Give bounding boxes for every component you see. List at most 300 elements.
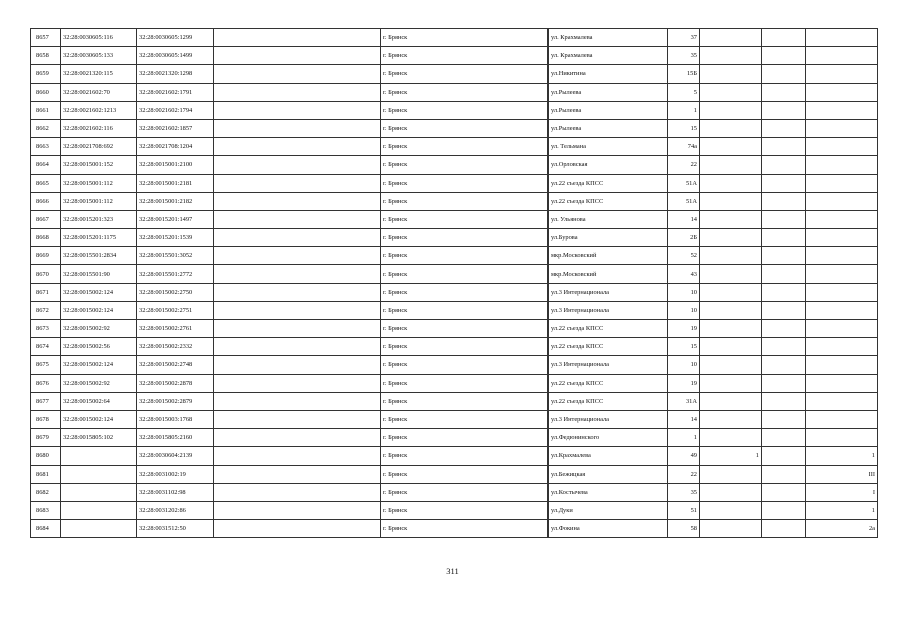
table-row (31, 465, 878, 483)
empty-cell (214, 465, 381, 483)
table-row (31, 101, 878, 119)
city-cell: г. Брянск (381, 410, 548, 428)
row-number: 8673 (31, 320, 61, 338)
table-row (31, 410, 878, 428)
cadastral-number-object: 32:28:0015002:2332 (137, 338, 214, 356)
city-cell: г. Брянск (381, 320, 548, 338)
house-number-cell: 51А (668, 174, 700, 192)
street-cell: ул.22 съезда КПСС (549, 392, 668, 410)
house-number-cell: 31А (668, 392, 700, 410)
extra-cell (806, 47, 878, 65)
city-cell: г. Брянск (381, 101, 548, 119)
row-number: 8659 (31, 65, 61, 83)
extra-cell (700, 265, 762, 283)
cadastral-number-land: 32:28:0021708:692 (61, 138, 137, 156)
street-cell: ул.22 съезда КПСС (549, 338, 668, 356)
extra-cell: 1 (806, 501, 878, 519)
row-number: 8671 (31, 283, 61, 301)
house-number-cell: 19 (668, 374, 700, 392)
extra-cell (762, 374, 806, 392)
extra-cell (762, 520, 806, 538)
extra-cell (700, 483, 762, 501)
street-cell: ул.Фокина (549, 520, 668, 538)
city-cell: г. Брянск (381, 265, 548, 283)
house-number-cell: 5 (668, 83, 700, 101)
row-number: 8684 (31, 520, 61, 538)
street-cell: ул.Рылеева (549, 83, 668, 101)
table-row (31, 29, 878, 47)
extra-cell (700, 119, 762, 137)
house-number-cell: 22 (668, 156, 700, 174)
empty-cell (214, 83, 381, 101)
row-number: 8677 (31, 392, 61, 410)
street-cell: ул.Дуки (549, 501, 668, 519)
extra-cell (700, 465, 762, 483)
table-row (31, 229, 878, 247)
row-number: 8669 (31, 247, 61, 265)
extra-cell (806, 101, 878, 119)
house-number-cell: 43 (668, 265, 700, 283)
empty-cell (214, 374, 381, 392)
table-row (31, 174, 878, 192)
table-row (31, 156, 878, 174)
row-number: 8672 (31, 301, 61, 319)
extra-cell (762, 447, 806, 465)
table-row (31, 429, 878, 447)
row-number: 8663 (31, 138, 61, 156)
extra-cell (806, 229, 878, 247)
city-cell: г. Брянск (381, 47, 548, 65)
cadastral-number-land: 32:28:0030605:133 (61, 47, 137, 65)
empty-cell (214, 338, 381, 356)
cadastral-number-object: 32:28:0015501:3052 (137, 247, 214, 265)
table-row (31, 265, 878, 283)
extra-cell (762, 356, 806, 374)
empty-cell (214, 156, 381, 174)
extra-cell (762, 301, 806, 319)
extra-cell (700, 338, 762, 356)
extra-cell (806, 374, 878, 392)
extra-cell (762, 210, 806, 228)
cadastral-number-land: 32:28:0015002:56 (61, 338, 137, 356)
cadastral-number-land: 32:28:0021602:70 (61, 83, 137, 101)
street-cell: мкр.Московский (549, 247, 668, 265)
cadastral-number-land: 32:28:0015201:323 (61, 210, 137, 228)
table-row (31, 283, 878, 301)
cadastral-number-land (61, 501, 137, 519)
city-cell: г. Брянск (381, 356, 548, 374)
extra-cell (700, 101, 762, 119)
extra-cell (806, 210, 878, 228)
row-number: 8657 (31, 29, 61, 47)
house-number-cell: 15 (668, 338, 700, 356)
city-cell: г. Брянск (381, 210, 548, 228)
table-row (31, 447, 878, 465)
extra-cell (806, 247, 878, 265)
house-number-cell: 37 (668, 29, 700, 47)
empty-cell (214, 301, 381, 319)
table-row (31, 83, 878, 101)
cadastral-number-object: 32:28:0015201:1497 (137, 210, 214, 228)
city-cell: г. Брянск (381, 283, 548, 301)
empty-cell (214, 138, 381, 156)
row-number: 8679 (31, 429, 61, 447)
empty-cell (214, 174, 381, 192)
street-cell: ул.3 Интернационала (549, 301, 668, 319)
row-number: 8662 (31, 119, 61, 137)
cadastral-number-object: 32:28:0015002:2748 (137, 356, 214, 374)
street-cell: ул.Бежицкая (549, 465, 668, 483)
cadastral-number-object: 32:28:0030605:1299 (137, 29, 214, 47)
row-number: 8664 (31, 156, 61, 174)
city-cell: г. Брянск (381, 374, 548, 392)
empty-cell (214, 410, 381, 428)
cadastral-number-object: 32:28:0021708:1204 (137, 138, 214, 156)
street-cell: ул.22 съезда КПСС (549, 320, 668, 338)
extra-cell (806, 119, 878, 137)
table-row (31, 301, 878, 319)
extra-cell (806, 320, 878, 338)
cadastral-number-object: 32:28:0021602:1791 (137, 83, 214, 101)
extra-cell: I (806, 483, 878, 501)
street-cell: ул.Никитина (549, 65, 668, 83)
table-row (31, 192, 878, 210)
extra-cell (700, 374, 762, 392)
row-number: 8668 (31, 229, 61, 247)
row-number: 8658 (31, 47, 61, 65)
empty-cell (214, 483, 381, 501)
street-cell: ул.Рылеева (549, 101, 668, 119)
empty-cell (214, 320, 381, 338)
extra-cell (806, 301, 878, 319)
cadastral-number-object: 32:28:0031202:86 (137, 501, 214, 519)
extra-cell (806, 338, 878, 356)
row-number: 8676 (31, 374, 61, 392)
cadastral-number-land: 32:28:0021320:115 (61, 65, 137, 83)
house-number-cell: 52 (668, 247, 700, 265)
extra-cell (700, 283, 762, 301)
extra-cell (700, 29, 762, 47)
cadastral-number-object: 32:28:0015002:2761 (137, 320, 214, 338)
register-sheet (30, 28, 878, 538)
extra-cell (700, 174, 762, 192)
empty-cell (214, 29, 381, 47)
house-number-cell: 14 (668, 410, 700, 428)
extra-cell (700, 156, 762, 174)
street-cell: ул. Тельмана (549, 138, 668, 156)
extra-cell (700, 320, 762, 338)
extra-cell (762, 320, 806, 338)
extra-cell (762, 247, 806, 265)
extra-cell (762, 192, 806, 210)
row-number: 8661 (31, 101, 61, 119)
row-number: 8678 (31, 410, 61, 428)
extra-cell (700, 429, 762, 447)
table-row (31, 392, 878, 410)
city-cell: г. Брянск (381, 392, 548, 410)
extra-cell (806, 83, 878, 101)
row-number: 8660 (31, 83, 61, 101)
extra-cell (762, 29, 806, 47)
extra-cell (806, 138, 878, 156)
table-row (31, 119, 878, 137)
city-cell: г. Брянск (381, 29, 548, 47)
extra-cell (700, 65, 762, 83)
cadastral-number-land: 32:28:0030605:116 (61, 29, 137, 47)
street-cell: ул.22 съезда КПСС (549, 192, 668, 210)
extra-cell (762, 174, 806, 192)
cadastral-number-land: 32:28:0015002:124 (61, 410, 137, 428)
street-cell: ул.Бурова (549, 229, 668, 247)
table-row (31, 483, 878, 501)
extra-cell (806, 429, 878, 447)
cadastral-number-land (61, 465, 137, 483)
house-number-cell: 35 (668, 483, 700, 501)
extra-cell (762, 429, 806, 447)
cadastral-number-land: 32:28:0015002:92 (61, 374, 137, 392)
row-number: 8670 (31, 265, 61, 283)
cadastral-number-land: 32:28:0015002:64 (61, 392, 137, 410)
extra-cell (762, 65, 806, 83)
street-cell: ул. Крахмалева (549, 29, 668, 47)
row-number: 8683 (31, 501, 61, 519)
extra-cell (700, 210, 762, 228)
city-cell: г. Брянск (381, 247, 548, 265)
extra-cell (700, 247, 762, 265)
cadastral-number-object: 32:28:0021602:1794 (137, 101, 214, 119)
extra-cell (762, 265, 806, 283)
cadastral-number-object: 32:28:0015001:2182 (137, 192, 214, 210)
extra-cell (762, 138, 806, 156)
empty-cell (214, 429, 381, 447)
extra-cell (762, 338, 806, 356)
cadastral-number-land: 32:28:0015001:112 (61, 192, 137, 210)
row-number: 8665 (31, 174, 61, 192)
cadastral-number-land: 32:28:0015501:2834 (61, 247, 137, 265)
extra-cell (762, 101, 806, 119)
extra-cell (806, 410, 878, 428)
empty-cell (214, 520, 381, 538)
extra-cell (806, 156, 878, 174)
cadastral-number-object: 32:28:0031102:98 (137, 483, 214, 501)
house-number-cell: 15Б (668, 65, 700, 83)
extra-cell (700, 47, 762, 65)
cadastral-number-object: 32:28:0015501:2772 (137, 265, 214, 283)
empty-cell (214, 356, 381, 374)
street-cell: ул.22 съезда КПСС (549, 374, 668, 392)
house-number-cell: 10 (668, 356, 700, 374)
cadastral-number-object: 32:28:0031512:50 (137, 520, 214, 538)
extra-cell (762, 156, 806, 174)
cadastral-number-land (61, 447, 137, 465)
row-number: 8682 (31, 483, 61, 501)
extra-cell (700, 83, 762, 101)
extra-cell (762, 83, 806, 101)
house-number-cell: 14 (668, 210, 700, 228)
house-number-cell: 2Б (668, 229, 700, 247)
table-row (31, 138, 878, 156)
extra-cell (700, 138, 762, 156)
row-number: 8674 (31, 338, 61, 356)
street-cell: ул.Федюнинского (549, 429, 668, 447)
empty-cell (214, 47, 381, 65)
empty-cell (214, 192, 381, 210)
row-number: 8680 (31, 447, 61, 465)
cadastral-number-land: 32:28:0015002:124 (61, 356, 137, 374)
city-cell: г. Брянск (381, 174, 548, 192)
city-cell: г. Брянск (381, 483, 548, 501)
extra-cell: 2а (806, 520, 878, 538)
street-cell: ул.3 Интернационала (549, 283, 668, 301)
street-cell: ул.3 Интернационала (549, 356, 668, 374)
table-row (31, 520, 878, 538)
house-number-cell: 51А (668, 192, 700, 210)
cadastral-number-object: 32:28:0030605:1499 (137, 47, 214, 65)
city-cell: г. Брянск (381, 520, 548, 538)
city-cell: г. Брянск (381, 338, 548, 356)
extra-cell (762, 119, 806, 137)
extra-cell (762, 483, 806, 501)
extra-cell (762, 283, 806, 301)
cadastral-number-land: 32:28:0015805:102 (61, 429, 137, 447)
cadastral-number-land: 32:28:0015002:124 (61, 301, 137, 319)
extra-cell (762, 392, 806, 410)
empty-cell (214, 210, 381, 228)
cadastral-number-land: 32:28:0015002:124 (61, 283, 137, 301)
table-row (31, 65, 878, 83)
table-row (31, 47, 878, 65)
city-cell: г. Брянск (381, 119, 548, 137)
table-row (31, 210, 878, 228)
cadastral-number-object: 32:28:0031002:19 (137, 465, 214, 483)
cadastral-number-land: 32:28:0021602:116 (61, 119, 137, 137)
cadastral-number-land: 32:28:0015201:1175 (61, 229, 137, 247)
extra-cell: 1 (700, 447, 762, 465)
house-number-cell: 51 (668, 501, 700, 519)
city-cell: г. Брянск (381, 465, 548, 483)
house-number-cell: 10 (668, 301, 700, 319)
empty-cell (214, 65, 381, 83)
city-cell: г. Брянск (381, 138, 548, 156)
city-cell: г. Брянск (381, 501, 548, 519)
extra-cell (700, 356, 762, 374)
extra-cell (806, 29, 878, 47)
city-cell: г. Брянск (381, 156, 548, 174)
extra-cell (806, 283, 878, 301)
house-number-cell: 35 (668, 47, 700, 65)
city-cell: г. Брянск (381, 65, 548, 83)
extra-cell (806, 392, 878, 410)
cadastral-number-land: 32:28:0015002:92 (61, 320, 137, 338)
extra-cell (700, 392, 762, 410)
empty-cell (214, 119, 381, 137)
city-cell: г. Брянск (381, 229, 548, 247)
cadastral-number-object: 32:28:0015002:2879 (137, 392, 214, 410)
street-cell: ул.Крахмалева (549, 447, 668, 465)
cadastral-number-land: 32:28:0015001:152 (61, 156, 137, 174)
extra-cell (806, 356, 878, 374)
cadastral-number-object: 32:28:0015805:2160 (137, 429, 214, 447)
house-number-cell: 74а (668, 138, 700, 156)
page-number: 311 (446, 566, 459, 576)
street-cell: ул.3 Интернационала (549, 410, 668, 428)
extra-cell: 1 (806, 447, 878, 465)
cadastral-number-object: 32:28:0021320:1298 (137, 65, 214, 83)
empty-cell (214, 265, 381, 283)
cadastral-number-land (61, 483, 137, 501)
extra-cell (762, 465, 806, 483)
street-cell: мкр.Московский (549, 265, 668, 283)
cadastral-number-land: 32:28:0021602:1213 (61, 101, 137, 119)
table-row (31, 501, 878, 519)
house-number-cell: 58 (668, 520, 700, 538)
house-number-cell: 1 (668, 101, 700, 119)
extra-cell (700, 301, 762, 319)
extra-cell (700, 192, 762, 210)
street-cell: ул. Крахмалева (549, 47, 668, 65)
house-number-cell: 22 (668, 465, 700, 483)
extra-cell (762, 47, 806, 65)
street-cell: ул.Орловская (549, 156, 668, 174)
row-number: 8675 (31, 356, 61, 374)
cadastral-number-object: 32:28:0021602:1857 (137, 119, 214, 137)
table-row (31, 374, 878, 392)
extra-cell (762, 410, 806, 428)
cadastral-number-object: 32:28:0015002:2878 (137, 374, 214, 392)
empty-cell (214, 447, 381, 465)
table-body (31, 29, 878, 538)
extra-cell (700, 501, 762, 519)
city-cell: г. Брянск (381, 83, 548, 101)
house-number-cell: 1 (668, 429, 700, 447)
empty-cell (214, 501, 381, 519)
cadastral-number-object: 32:28:0015003:1768 (137, 410, 214, 428)
house-number-cell: 15 (668, 119, 700, 137)
cadastral-number-object: 32:28:0030604:2139 (137, 447, 214, 465)
cadastral-number-object: 32:28:0015002:2750 (137, 283, 214, 301)
cadastral-number-land (61, 520, 137, 538)
street-cell: ул. Ульянова (549, 210, 668, 228)
extra-cell (762, 229, 806, 247)
empty-cell (214, 101, 381, 119)
register-table (30, 28, 878, 538)
house-number-cell: 49 (668, 447, 700, 465)
extra-cell (806, 65, 878, 83)
extra-cell (806, 174, 878, 192)
city-cell: г. Брянск (381, 429, 548, 447)
city-cell: г. Брянск (381, 447, 548, 465)
empty-cell (214, 247, 381, 265)
extra-cell (806, 265, 878, 283)
extra-cell (700, 520, 762, 538)
extra-cell: III (806, 465, 878, 483)
table-row (31, 320, 878, 338)
extra-cell (806, 192, 878, 210)
street-cell: ул.Рылеева (549, 119, 668, 137)
empty-cell (214, 229, 381, 247)
cadastral-number-land: 32:28:0015501:90 (61, 265, 137, 283)
extra-cell (700, 410, 762, 428)
row-number: 8667 (31, 210, 61, 228)
cadastral-number-object: 32:28:0015201:1539 (137, 229, 214, 247)
cadastral-number-object: 32:28:0015001:2181 (137, 174, 214, 192)
cadastral-number-object: 32:28:0015001:2100 (137, 156, 214, 174)
cadastral-number-object: 32:28:0015002:2751 (137, 301, 214, 319)
extra-cell (762, 501, 806, 519)
city-cell: г. Брянск (381, 301, 548, 319)
house-number-cell: 10 (668, 283, 700, 301)
table-row (31, 247, 878, 265)
